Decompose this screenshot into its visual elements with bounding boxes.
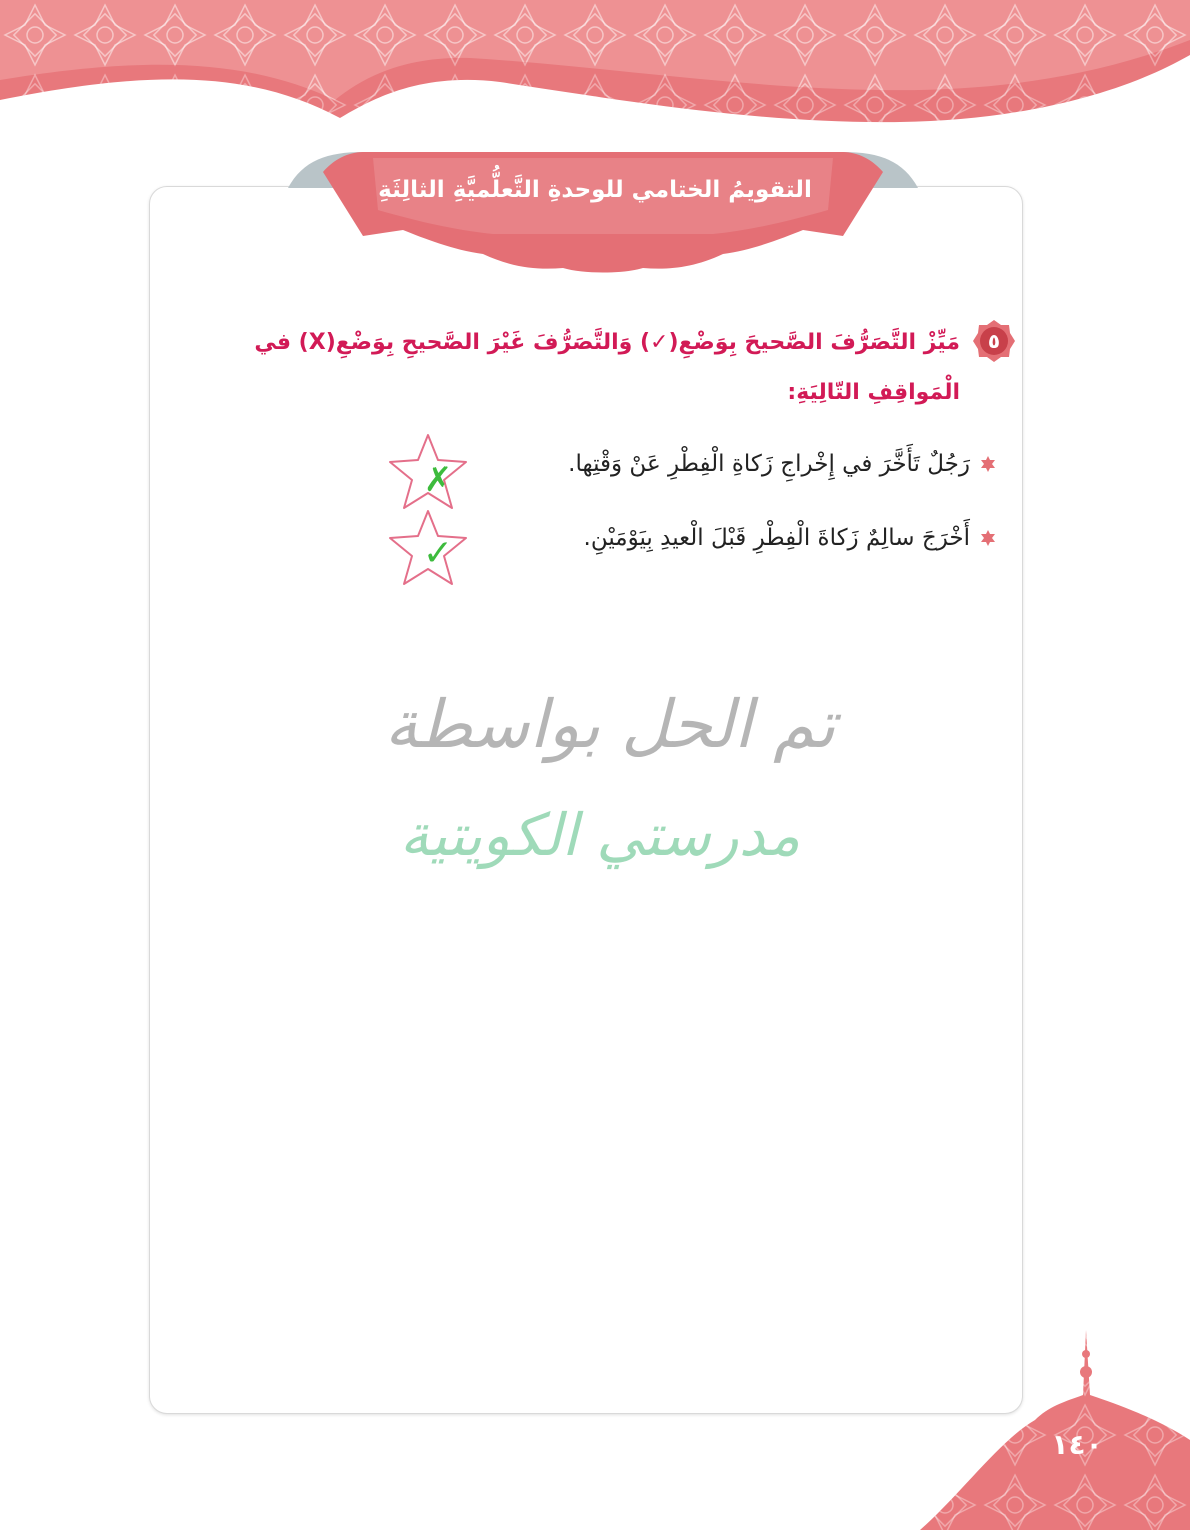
list-item: أَخْرَجَ سالِمٌ زَكاةَ الْفِطْرِ قَبْلَ الْعيدِ بِيَوْمَيْنِ. (583, 525, 970, 551)
bullet-icon (980, 530, 996, 546)
bullet-icon (980, 456, 996, 472)
page-title: التقويمُ الختامي للوحدةِ التَّعلُّميَّةِ الثالِثَةِ (378, 177, 812, 203)
page-number: ١٤٠ (1051, 1428, 1103, 1461)
watermark-line1: تم الحل بواسطة (384, 686, 836, 763)
question-number: ٥ (987, 329, 1001, 353)
list-item: رَجُلٌ تَأَخَّرَ في إِخْراجِ زَكاةِ الْفِطْرِ عَنْ وَقْتِها. (568, 451, 970, 477)
answer-mark: ✗ (423, 460, 453, 500)
header-banner (283, 150, 923, 275)
answer-mark: ✓ (422, 533, 454, 574)
watermark-line2: مدرستي الكويتية (399, 801, 801, 869)
question-text: مَيِّزْ التَّصَرُّفَ الصَّحيحَ بِوَضْعِ(✓) وَالتَّصَرُّفَ غَيْرَ الصَّحيحِ بِوَضْعِ(X) في الْمَواقِفِ التّالِيَةِ: (254, 330, 960, 405)
